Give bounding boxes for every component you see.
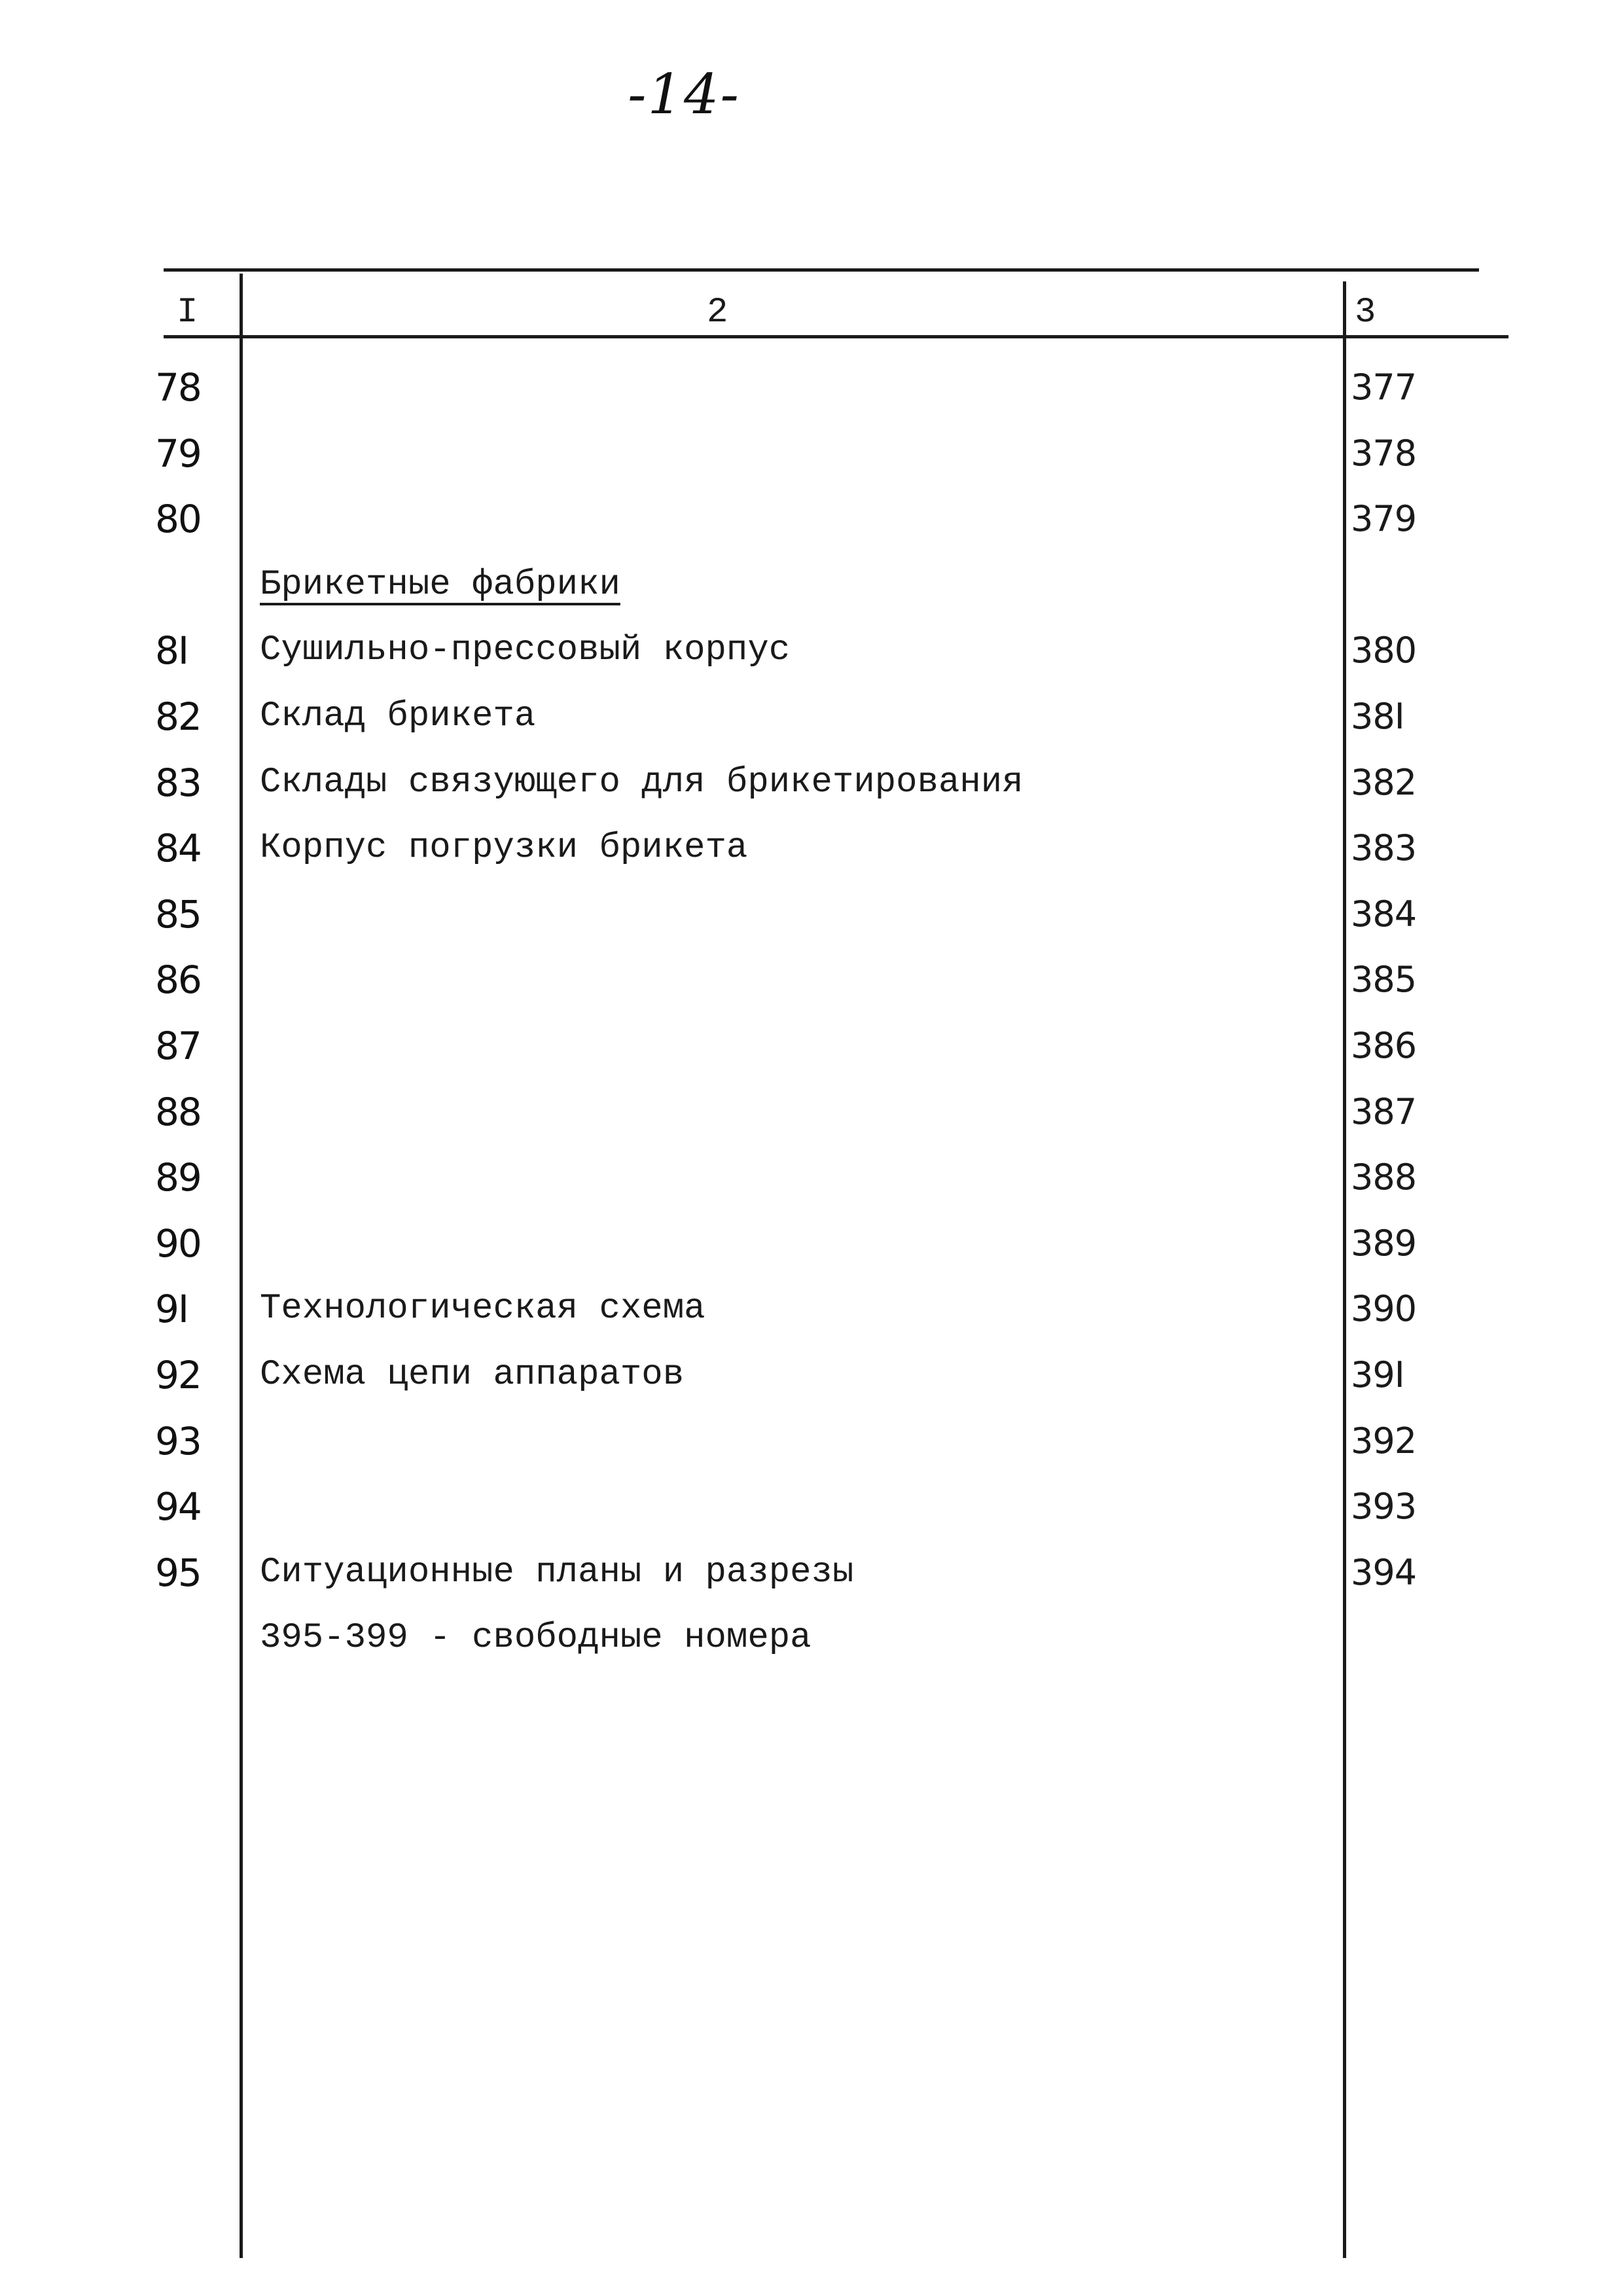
row-code: 392: [1351, 1420, 1417, 1462]
row-number: 9I: [155, 1287, 188, 1332]
table-row: [0, 359, 1623, 424]
column-header-1: I: [177, 293, 198, 332]
row-number: 78: [155, 365, 201, 410]
table-row: [0, 1544, 1623, 1609]
row-number: 84: [155, 826, 201, 871]
row-number: 93: [155, 1418, 201, 1463]
row-number: 79: [155, 431, 201, 476]
table-row: [0, 754, 1623, 819]
row-title: Склады связующего для брикетирования: [260, 762, 1024, 802]
row-code: 379: [1351, 498, 1417, 540]
row-number: 8I: [155, 628, 188, 673]
row-title: Ситуационные планы и разрезы: [260, 1552, 854, 1592]
table-row: [0, 886, 1623, 951]
table-row: [0, 1149, 1623, 1214]
row-code: 380: [1351, 630, 1417, 672]
table-header-rule: [164, 335, 1508, 338]
row-title: Склад брикета: [260, 696, 536, 736]
table-row: [0, 490, 1623, 556]
row-title: Схема цепи аппаратов: [260, 1355, 685, 1395]
row-number: 89: [155, 1155, 201, 1200]
row-number: 82: [155, 694, 201, 739]
row-title: Технологическая схема: [260, 1289, 705, 1329]
table-row: [0, 622, 1623, 687]
row-code: 388: [1351, 1157, 1417, 1198]
table-row: [0, 1017, 1623, 1083]
row-code: 378: [1351, 432, 1417, 474]
row-code: 377: [1351, 367, 1417, 408]
row-number: 90: [155, 1221, 201, 1266]
table-row: [0, 819, 1623, 885]
table-row: [0, 688, 1623, 753]
row-code: 394: [1351, 1551, 1417, 1593]
row-number: 95: [155, 1550, 201, 1595]
row-number: 87: [155, 1024, 201, 1068]
row-code: 393: [1351, 1486, 1417, 1528]
row-number: 85: [155, 891, 201, 937]
row-code: 383: [1351, 827, 1417, 869]
row-title: Сушильно-прессовый корпус: [260, 630, 791, 671]
table-row: [0, 1609, 1623, 1675]
table-row: [0, 1478, 1623, 1543]
row-code: 385: [1351, 959, 1417, 1001]
row-code: 39I: [1351, 1354, 1404, 1395]
row-number: 80: [155, 497, 201, 542]
table-row: [0, 1083, 1623, 1149]
table-row: [0, 951, 1623, 1016]
table-top-rule: [164, 268, 1479, 272]
row-number: 88: [155, 1089, 201, 1134]
table-row: [0, 1280, 1623, 1346]
row-number: 92: [155, 1353, 201, 1397]
column-header-2: 2: [707, 293, 728, 332]
row-code: 387: [1351, 1090, 1417, 1132]
row-number: 94: [155, 1484, 201, 1530]
table-row: [0, 1346, 1623, 1412]
row-code: 389: [1351, 1222, 1417, 1264]
table-row: [0, 425, 1623, 490]
section-heading: Брикетные фабрики: [260, 564, 620, 605]
row-code: 38I: [1351, 696, 1404, 737]
row-number: 86: [155, 958, 201, 1003]
table-row: [0, 556, 1623, 622]
table-row: [0, 1412, 1623, 1478]
column-header-3: 3: [1355, 293, 1376, 332]
row-code: 390: [1351, 1288, 1417, 1330]
row-title: 395-399 - свободные номера: [260, 1618, 812, 1659]
row-title: Корпус погрузки брикета: [260, 828, 748, 869]
table-row: [0, 1215, 1623, 1280]
row-number: 83: [155, 760, 201, 805]
row-code: 386: [1351, 1025, 1417, 1066]
page-number: -14-: [628, 62, 740, 126]
row-code: 384: [1351, 893, 1417, 935]
row-code: 382: [1351, 761, 1417, 803]
